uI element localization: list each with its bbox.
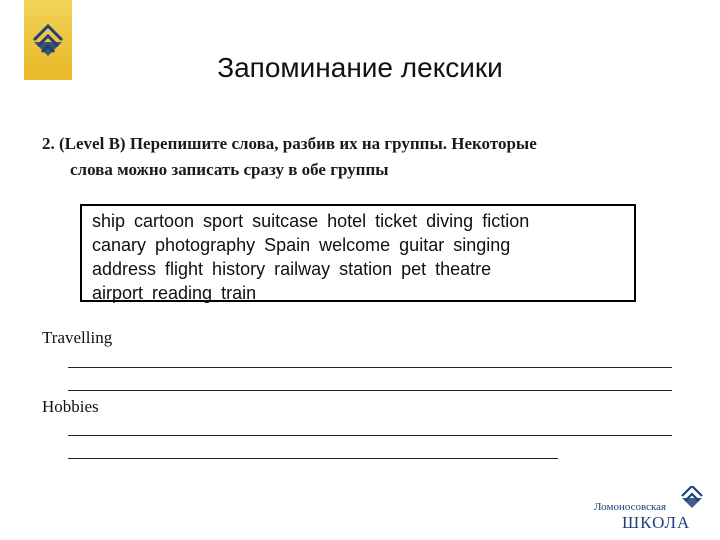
- svg-text:Ломоносовская: Ломоносовская: [594, 501, 667, 513]
- word-bank: [80, 204, 636, 302]
- brand-logo: [590, 486, 710, 530]
- page-title: Запоминание лексики: [217, 52, 503, 83]
- task-instruction: [42, 131, 642, 183]
- answer-line-travelling-2[interactable]: [68, 390, 672, 391]
- word-row: canary photography Spain welcome guitar singing: [92, 235, 511, 255]
- answer-line-hobbies-2[interactable]: [68, 458, 558, 459]
- svg-text:ШКОЛА: ШКОЛА: [622, 513, 691, 530]
- word-row: ship cartoon sport suitcase hotel ticket diving fiction: [92, 211, 530, 231]
- word-row: airport reading train: [92, 283, 257, 303]
- task-line-2: слова можно записать сразу в обе группы: [70, 160, 389, 179]
- category-label-hobbies: Hobbies: [42, 397, 99, 416]
- brand-emblem-icon: [590, 486, 710, 530]
- category-label-travelling: Travelling: [42, 328, 113, 347]
- answer-line-hobbies-1[interactable]: [68, 435, 672, 436]
- task-line-1: 2. (Level B) Перепишите слова, разбив их на группы. Некоторые: [42, 134, 537, 153]
- word-row: address flight history railway station pet theatre: [92, 259, 492, 279]
- answer-line-travelling-1[interactable]: [68, 367, 672, 368]
